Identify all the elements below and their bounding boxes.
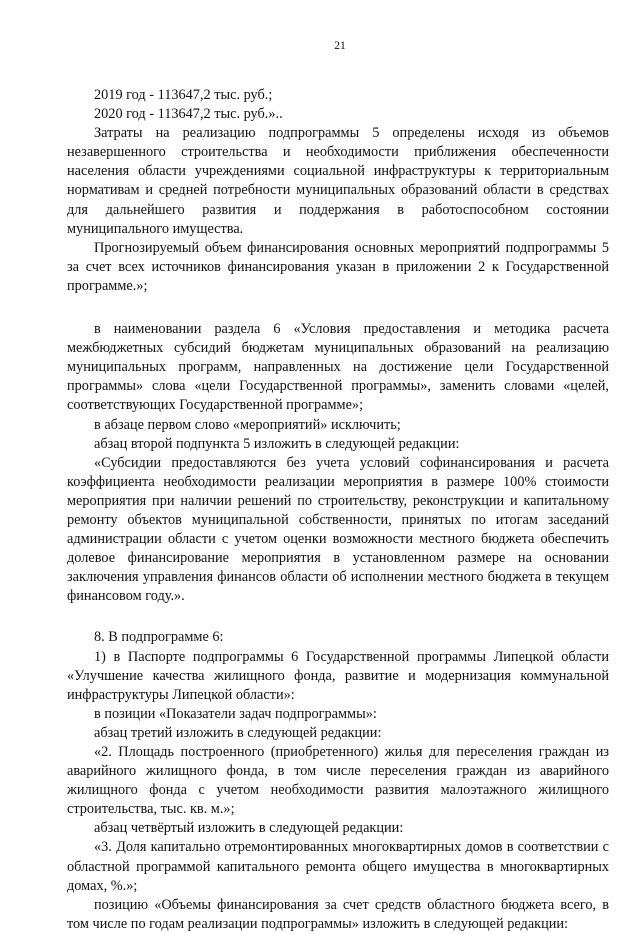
paragraph-subsidies: «Субсидии предоставляются без учета условий софинансирования и расчета коэффициента необходимости реализации мероприятия в размере 100% стоимости мероприятия при наличии решений по строительству, реконструкции и капитальному ремонту объектов муниципальной собственности, принятых по итогам заседаний администрации области с учетом оценки возможности местного бюджета обеспечить долевое финансирование мероприятия в установленном размере на основании заключения управления финансов области об исполнении местного бюджета в текущем финансовом году.». <box>67 454 609 605</box>
paragraph-subprogram-6: 8. В подпрограмме 6: <box>94 629 224 646</box>
paragraph-costs: Затраты на реализацию подпрограммы 5 определены исходя из объемов незавершенного строительства и необходимости приближения обеспеченности населения области учреждениями социальной инфраструктуры к территориальным нормативам и средней потребности муниципальных образований области в средствах для дальнейшего развития и поддержания в работоспособном состоянии муниципального имущества. <box>67 125 609 237</box>
paragraph-funding-2019: 2019 год - 113647,2 тыс. руб.; <box>94 87 273 103</box>
paragraph-forecast: Прогнозируемый объем финансирования основных мероприятий подпрограммы 5 за счет всех источников финансирования указан в приложении 2 к Государственной программе.»; <box>67 239 609 294</box>
paragraph-passport: 1) в Паспорте подпрограммы 6 Государственной программы Липецкой области «Улучшение качества жилищного фонда, развитие и модернизация коммунальной инфраструктуры Липецкой области»: <box>67 648 609 703</box>
paragraph-funding-position: позицию «Объемы финансирования за счет средств областного бюджета всего, в том числе по годам реализации подпрограммы» изложить в следующей редакции: <box>67 896 609 932</box>
paragraph-section-6-title: в наименовании раздела 6 «Условия предоставления и методика расчета межбюджетных субсидий бюджетам муниципальных образований на реализацию муниципальных программ, направленных на достижение цели Государственной программы» слова «цели Государственной программы», заменить словами «целей, соответствующих Государственной программе»; <box>67 321 609 414</box>
paragraph-housing-area: «2. Площадь построенного (приобретенного) жилья для переселения граждан из аварийного жилищного фонда, в том числе переселения граждан из аварийного жилищного фонда с учетом необходимости развития малоэтажного жилищного строительства, тыс. кв. м.»; <box>67 744 609 818</box>
paragraph-third-abzac: абзац третий изложить в следующей редакции: <box>94 724 382 741</box>
paragraph-repaired-share: «3. Доля капитально отремонтированных многоквартирных домов в соответствии с областной программой капитального ремонта общего имущества в многоквартирных домах, %.»; <box>67 839 609 894</box>
paragraph-first-abzac: в абзаце первом слово «мероприятий» исключить; <box>94 416 401 433</box>
paragraph-indicators-position: в позиции «Показатели задач подпрограммы»: <box>94 705 377 722</box>
paragraph-second-abzac: абзац второй подпункта 5 изложить в следующей редакции: <box>94 435 460 452</box>
spacer <box>67 296 609 320</box>
document-body <box>67 86 609 934</box>
page-number: 21 <box>334 40 346 52</box>
paragraph-funding-2020: 2020 год - 113647,2 тыс. руб.».. <box>94 106 283 123</box>
paragraph-fourth-abzac: абзац четвёртый изложить в следующей редакции: <box>94 820 404 837</box>
spacer <box>67 606 609 628</box>
